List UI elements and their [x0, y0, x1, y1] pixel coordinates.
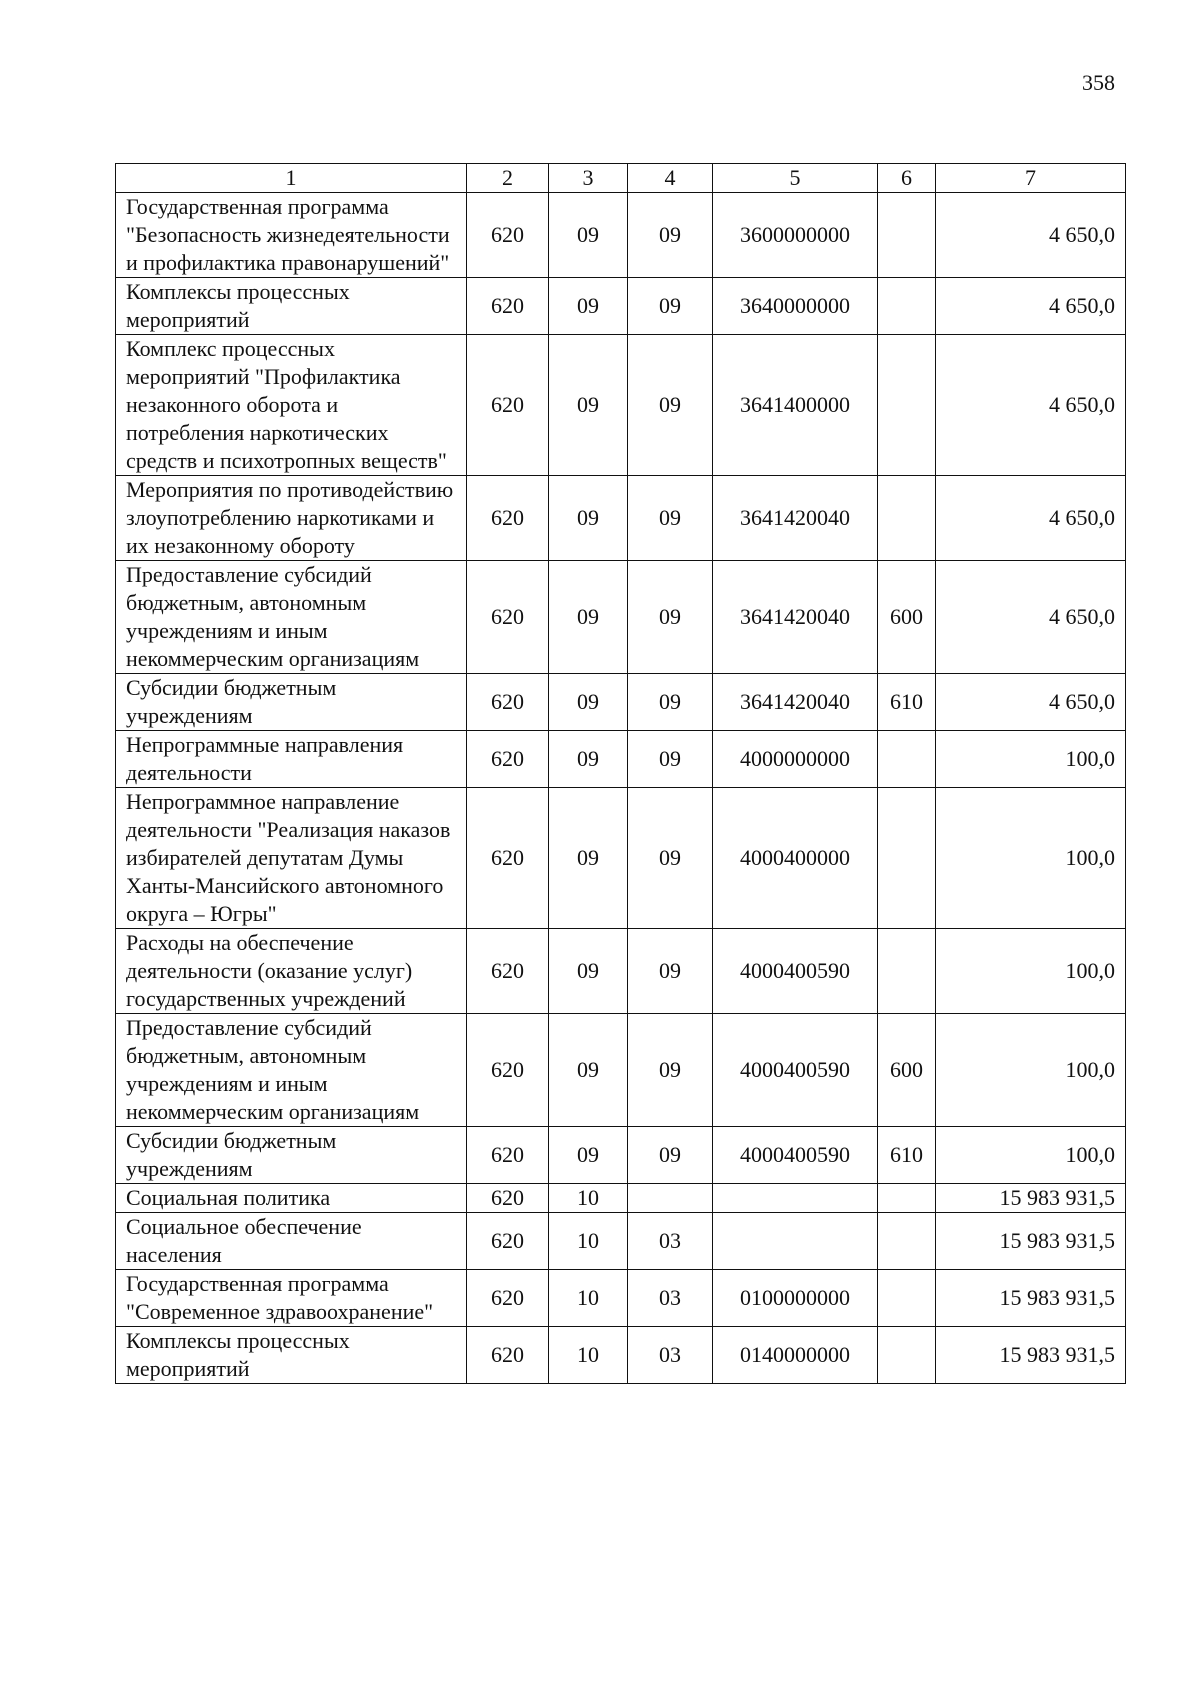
cell-csr [713, 1213, 878, 1270]
col-header-rz: 3 [549, 164, 628, 193]
cell-ved: 620 [467, 929, 549, 1014]
header-row [116, 164, 1126, 193]
cell-pr: 09 [628, 476, 713, 561]
cell-sum: 4 650,0 [936, 335, 1126, 476]
cell-pr: 09 [628, 788, 713, 929]
cell-rz: 09 [549, 335, 628, 476]
cell-csr: 4000000000 [713, 731, 878, 788]
cell-vr [878, 278, 936, 335]
cell-vr [878, 193, 936, 278]
col-header-ved: 2 [467, 164, 549, 193]
cell-csr: 3600000000 [713, 193, 878, 278]
cell-vr [878, 476, 936, 561]
cell-rz: 10 [549, 1327, 628, 1384]
cell-csr: 0100000000 [713, 1270, 878, 1327]
table-row [116, 1327, 1126, 1384]
budget-table [115, 163, 1126, 1384]
cell-name: Комплекс процессных мероприятий "Профилактика незаконного оборота и потребления наркотических средств и психотропных веществ" [116, 335, 467, 476]
cell-rz: 10 [549, 1270, 628, 1327]
cell-csr [713, 1184, 878, 1213]
cell-sum: 4 650,0 [936, 674, 1126, 731]
cell-sum: 15 983 931,5 [936, 1327, 1126, 1384]
cell-pr: 09 [628, 929, 713, 1014]
cell-sum: 100,0 [936, 1014, 1126, 1127]
cell-vr: 600 [878, 561, 936, 674]
table-row [116, 1014, 1126, 1127]
cell-vr: 610 [878, 1127, 936, 1184]
cell-csr: 0140000000 [713, 1327, 878, 1384]
cell-csr: 3641420040 [713, 674, 878, 731]
cell-pr: 09 [628, 278, 713, 335]
cell-ved: 620 [467, 1327, 549, 1384]
table-row [116, 674, 1126, 731]
cell-rz: 09 [549, 674, 628, 731]
cell-rz: 09 [549, 476, 628, 561]
cell-sum: 100,0 [936, 788, 1126, 929]
cell-sum: 100,0 [936, 731, 1126, 788]
cell-ved: 620 [467, 193, 549, 278]
cell-rz: 10 [549, 1184, 628, 1213]
cell-vr [878, 335, 936, 476]
cell-vr [878, 1270, 936, 1327]
cell-sum: 15 983 931,5 [936, 1184, 1126, 1213]
table-row [116, 1184, 1126, 1213]
cell-vr [878, 1327, 936, 1384]
cell-vr [878, 731, 936, 788]
col-header-sum: 7 [936, 164, 1126, 193]
cell-name: Непрограммное направление деятельности "Реализация наказов избирателей депутатам Думы Ханты-Мансийского автономного округа – Югры" [116, 788, 467, 929]
cell-pr: 03 [628, 1327, 713, 1384]
cell-ved: 620 [467, 674, 549, 731]
cell-rz: 09 [549, 193, 628, 278]
cell-rz: 09 [549, 1014, 628, 1127]
cell-vr: 600 [878, 1014, 936, 1127]
cell-ved: 620 [467, 476, 549, 561]
cell-pr [628, 1184, 713, 1213]
cell-vr: 610 [878, 674, 936, 731]
cell-sum: 4 650,0 [936, 278, 1126, 335]
cell-csr: 4000400590 [713, 929, 878, 1014]
col-header-vr: 6 [878, 164, 936, 193]
cell-csr: 4000400000 [713, 788, 878, 929]
cell-sum: 100,0 [936, 929, 1126, 1014]
cell-ved: 620 [467, 1213, 549, 1270]
cell-pr: 03 [628, 1213, 713, 1270]
cell-ved: 620 [467, 1127, 549, 1184]
cell-csr: 3641400000 [713, 335, 878, 476]
cell-ved: 620 [467, 1184, 549, 1213]
cell-sum: 4 650,0 [936, 193, 1126, 278]
cell-sum: 4 650,0 [936, 561, 1126, 674]
table-row [116, 476, 1126, 561]
cell-name: Социальное обеспечение населения [116, 1213, 467, 1270]
cell-name: Предоставление субсидий бюджетным, автономным учреждениям и иным некоммерческим организациям [116, 1014, 467, 1127]
cell-vr [878, 1184, 936, 1213]
table-row [116, 1213, 1126, 1270]
cell-ved: 620 [467, 1014, 549, 1127]
cell-rz: 10 [549, 1213, 628, 1270]
table-row [116, 1127, 1126, 1184]
cell-name: Расходы на обеспечение деятельности (оказание услуг) государственных учреждений [116, 929, 467, 1014]
col-header-pr: 4 [628, 164, 713, 193]
cell-pr: 09 [628, 674, 713, 731]
table-row [116, 929, 1126, 1014]
cell-name: Мероприятия по противодействию злоупотреблению наркотиками и их незаконному обороту [116, 476, 467, 561]
cell-pr: 03 [628, 1270, 713, 1327]
cell-rz: 09 [549, 788, 628, 929]
cell-name: Непрограммные направления деятельности [116, 731, 467, 788]
cell-ved: 620 [467, 788, 549, 929]
cell-name: Предоставление субсидий бюджетным, автономным учреждениям и иным некоммерческим организациям [116, 561, 467, 674]
table-row [116, 731, 1126, 788]
cell-ved: 620 [467, 1270, 549, 1327]
cell-csr: 4000400590 [713, 1014, 878, 1127]
table-row [116, 335, 1126, 476]
cell-pr: 09 [628, 561, 713, 674]
col-header-name: 1 [116, 164, 467, 193]
cell-csr: 3640000000 [713, 278, 878, 335]
cell-ved: 620 [467, 278, 549, 335]
cell-pr: 09 [628, 335, 713, 476]
cell-csr: 4000400590 [713, 1127, 878, 1184]
cell-pr: 09 [628, 731, 713, 788]
cell-name: Субсидии бюджетным учреждениям [116, 674, 467, 731]
cell-csr: 3641420040 [713, 476, 878, 561]
cell-vr [878, 1213, 936, 1270]
cell-name: Комплексы процессных мероприятий [116, 1327, 467, 1384]
cell-pr: 09 [628, 1127, 713, 1184]
cell-vr [878, 929, 936, 1014]
cell-sum: 100,0 [936, 1127, 1126, 1184]
cell-name: Комплексы процессных мероприятий [116, 278, 467, 335]
cell-ved: 620 [467, 731, 549, 788]
cell-csr: 3641420040 [713, 561, 878, 674]
cell-sum: 15 983 931,5 [936, 1270, 1126, 1327]
cell-rz: 09 [549, 561, 628, 674]
cell-sum: 15 983 931,5 [936, 1213, 1126, 1270]
cell-rz: 09 [549, 278, 628, 335]
cell-vr [878, 788, 936, 929]
cell-name: Социальная политика [116, 1184, 467, 1213]
col-header-csr: 5 [713, 164, 878, 193]
table-row [116, 1270, 1126, 1327]
table-row [116, 788, 1126, 929]
cell-pr: 09 [628, 1014, 713, 1127]
cell-name: Государственная программа "Безопасность жизнедеятельности и профилактика правонарушений" [116, 193, 467, 278]
table-row [116, 193, 1126, 278]
cell-name: Государственная программа "Современное здравоохранение" [116, 1270, 467, 1327]
cell-rz: 09 [549, 1127, 628, 1184]
table-row [116, 561, 1126, 674]
cell-ved: 620 [467, 561, 549, 674]
cell-sum: 4 650,0 [936, 476, 1126, 561]
table-row [116, 278, 1126, 335]
cell-rz: 09 [549, 929, 628, 1014]
cell-rz: 09 [549, 731, 628, 788]
cell-name: Субсидии бюджетным учреждениям [116, 1127, 467, 1184]
cell-pr: 09 [628, 193, 713, 278]
page-number: 358 [1082, 70, 1115, 95]
cell-ved: 620 [467, 335, 549, 476]
